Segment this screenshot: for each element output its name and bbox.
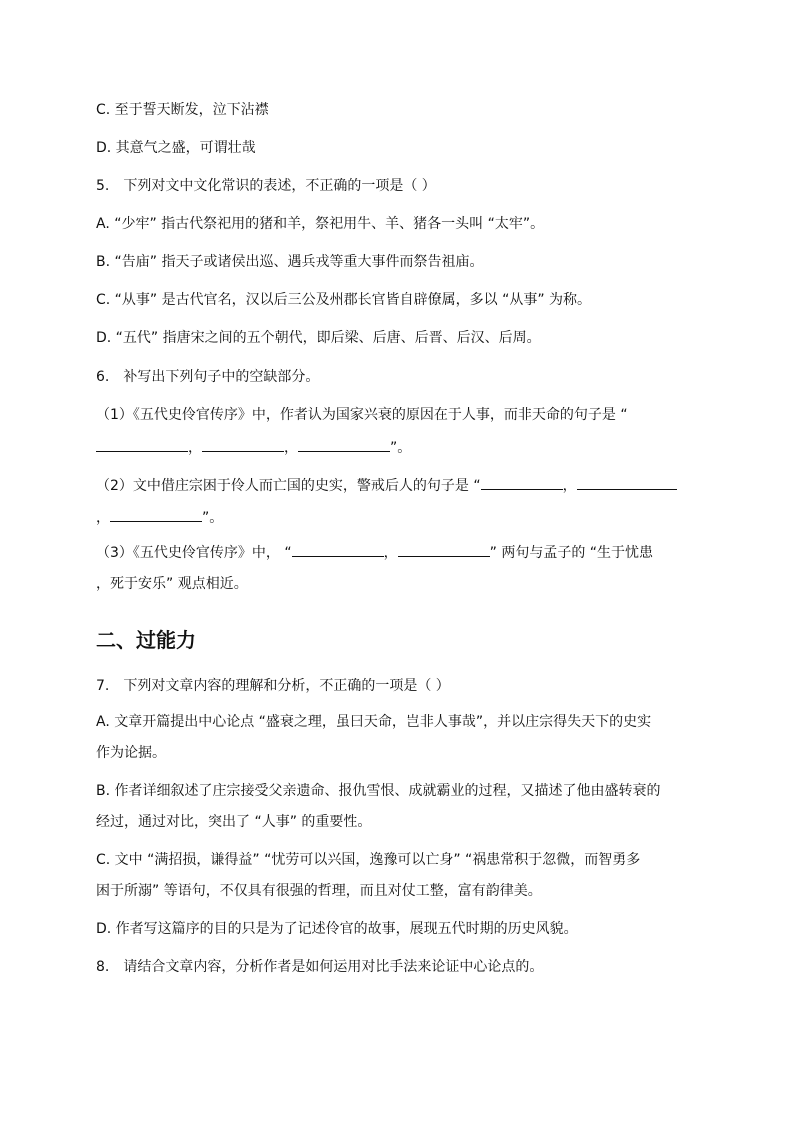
question-7: 7. 下列对文章内容的理解和分析，不正确的一项是（ ）: [96, 678, 450, 694]
comma: ，: [383, 545, 398, 561]
answer-blank[interactable]: [96, 437, 188, 452]
question-5: 5. 下列对文中文化常识的表述，不正确的一项是（ ）: [96, 178, 436, 194]
answer-blank[interactable]: [577, 475, 677, 490]
option-d-q4: D. 其意气之盛，可谓壮哉: [96, 140, 256, 156]
question-6: 6. 补写出下列句子中的空缺部分。: [96, 369, 320, 385]
answer-blank[interactable]: [481, 475, 563, 490]
comma: ，: [188, 440, 202, 456]
comma: ，: [96, 510, 110, 526]
closing-quote: ”。: [390, 440, 412, 456]
q7-option-a: A. 文章开篇提出中心论点 “盛衰之理，虽曰天命，岂非人事哉”，并以庄宗得失天下的史实: [96, 714, 652, 730]
q5-option-b: B. “告庙” 指天子或诸侯出巡、遇兵戎等重大事件而祭告祖庙。: [96, 254, 484, 270]
answer-blank[interactable]: [398, 542, 490, 557]
option-c-q4: C. 至于誓天断发，泣下沾襟: [96, 102, 269, 118]
q6-part-2-cont: [96, 507, 223, 528]
closing-quote: ”。: [202, 510, 224, 526]
q7-option-a-cont: 作为论据。: [96, 745, 166, 761]
comma: ，: [562, 478, 577, 494]
q7-option-c-cont: 困于所溺” 等语句，不仅具有很强的哲理，而且对仗工整，富有韵律美。: [96, 883, 542, 899]
q5-option-d: D. “五代” 指唐宋之间的五个朝代，即后梁、后唐、后晋、后汉、后周。: [96, 330, 541, 346]
q6-part-2-prompt: （2）文中借庄宗困于伶人而亡国的史实，警戒后人的句子是 “: [96, 478, 481, 494]
q6-part-1-blanks: [96, 437, 411, 458]
q7-option-b: B. 作者详细叙述了庄宗接受父亲遗命、报仇雪恨、成就霸业的过程，又描述了他由盛转衰的: [96, 783, 661, 799]
q6-part-3-prompt: （3）《五代史伶官传序》中， “: [96, 545, 292, 561]
q7-option-b-cont: 经过，通过对比，突出了 “人事” 的重要性。: [96, 814, 372, 830]
q6-part-3-tail: ” 两句与孟子的 “生于忧患: [489, 545, 654, 561]
comma: ，: [284, 440, 298, 456]
q7-option-d: D. 作者写这篇序的目的只是为了记述伶官的故事，展现五代时期的历史风貌。: [96, 921, 578, 937]
answer-blank[interactable]: [110, 507, 202, 522]
answer-blank[interactable]: [292, 542, 384, 557]
question-8: 8. 请结合文章内容，分析作者是如何运用对比手法来论证中心论点的。: [96, 959, 544, 975]
q5-option-c: C. “从事” 是古代官名，汉以后三公及州郡长官皆自辟僚属，多以 “从事” 为称。: [96, 292, 592, 308]
q6-part-2: [96, 475, 677, 496]
section-heading: 二、过能力: [96, 628, 196, 652]
answer-blank[interactable]: [202, 437, 284, 452]
q6-part-1-prompt: （1）《五代史伶官传序》中，作者认为国家兴衰的原因在于人事，而非天命的句子是 “: [96, 407, 628, 423]
q6-part-3: [96, 542, 653, 563]
q7-option-c: C. 文中 “满招损，谦得益” “忧劳可以兴国，逸豫可以亡身” “祸患常积于忽微，而智勇多: [96, 852, 641, 868]
answer-blank[interactable]: [298, 437, 390, 452]
q6-part-3-cont: ，死于安乐” 观点相近。: [96, 576, 248, 592]
q5-option-a: A. “少牢” 指古代祭祀用的猪和羊，祭祀用牛、羊、猪各一头叫 “太牢”。: [96, 216, 545, 232]
